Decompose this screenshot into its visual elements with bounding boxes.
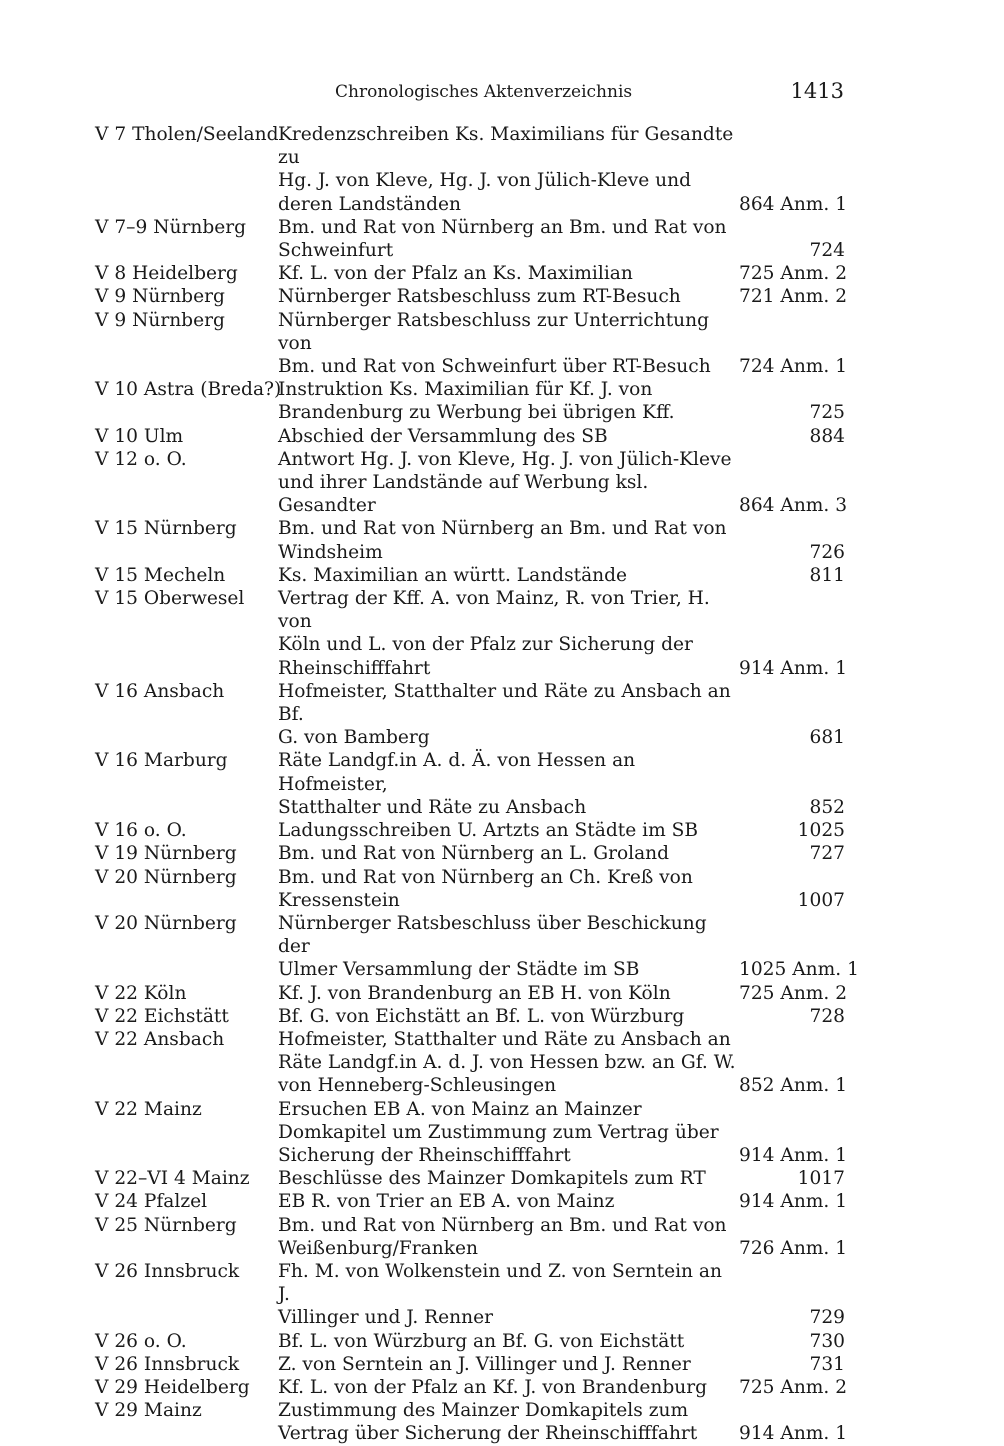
list-item [95,680,845,750]
entry-reference: 914 Anm. 1 [739,1191,848,1213]
entry-description: Z. von Serntein an J. Villinger und J. Renner [278,1353,691,1375]
entry-date: V 29 Heidelberg [95,1376,250,1398]
list-item [95,425,845,448]
entry-date: V 16 Marburg [95,750,228,772]
list-item [95,1005,845,1028]
entry-reference: 914 Anm. 1 [739,1144,848,1166]
entry-reference: 726 [809,541,845,563]
list-item [95,982,848,1005]
entry-reference: 852 [809,796,845,818]
entry-reference: 864 Anm. 1 [739,193,848,215]
entry-date: V 22 Ansbach [95,1028,225,1050]
entry-description: EB R. von Trier an EB A. von Mainz [278,1191,615,1213]
entry-reference: 729 [809,1307,845,1329]
entry-date: V 16 Ansbach [95,680,225,702]
entry-description: Hofmeister, Statthalter und Räte zu Ansbach an Räte Landgf.in A. d. J. von Hessen bzw. an Gf. W. von Henneberg-Schleusingen [278,1028,736,1097]
entry-date: V 8 Heidelberg [95,263,238,285]
list-item [95,1028,848,1098]
entry-reference: 725 Anm. 2 [739,263,848,285]
list-item [95,309,848,379]
entry-description: Ks. Maximilian an württ. Landstände [278,564,628,586]
entry-description: Ersuchen EB A. von Mainz an Mainzer Domkapitel um Zustimmung zum Vertrag über Sicherung der Rheinschifffahrt [278,1098,719,1166]
entry-date: V 20 Nürnberg [95,866,237,888]
list-item [95,1353,845,1376]
entry-description: Fh. M. von Wolkenstein und Z. von Serntein an J. Villinger und J. Renner [278,1260,722,1329]
entry-description: Abschied der Versammlung des SB [278,425,608,447]
entry-reference: 724 [809,240,845,262]
entry-date: V 15 Oberwesel [95,588,245,610]
entry-description: Zustimmung des Mainzer Domkapitels zum Vertrag über Sicherung der Rheinschifffahrt [278,1400,698,1445]
entry-reference: 914 Anm. 1 [739,657,848,679]
list-item [95,285,848,308]
entry-date: V 7 Tholen/Seeland [95,124,279,145]
list-item [95,216,845,262]
entry-reference: 914 Anm. 1 [739,1423,848,1445]
entry-reference: 724 Anm. 1 [739,356,848,378]
entry-date: V 9 Nürnberg [95,286,225,308]
entry-date: V 20 Nürnberg [95,912,237,934]
list-item [95,378,845,424]
entry-reference: 725 [809,402,845,424]
list-item [95,1190,848,1213]
entry-description: Vertrag der Kff. A. von Mainz, R. von Trier, H. von Köln und L. von der Pfalz zur Sicherung der Rheinschifffahrt [278,588,710,679]
entry-reference: 726 Anm. 1 [739,1237,848,1259]
entry-description: Kf. L. von der Pfalz an Kf. J. von Brandenburg [278,1376,707,1398]
entry-description: Nürnberger Ratsbeschluss über Beschickung der Ulmer Versammlung der Städte im SB [278,912,707,981]
entry-description: Räte Landgf.in A. d. Ä. von Hessen an Hofmeister, Statthalter und Räte zu Ansbach [278,750,636,818]
entry-date: V 10 Ulm [95,425,184,447]
entry-description: Kf. J. von Brandenburg an EB H. von Köln [278,982,671,1004]
entry-reference: 811 [809,564,845,586]
list-item [95,587,848,680]
entry-date: V 9 Nürnberg [95,309,225,331]
list-item [95,123,848,216]
entry-date: V 22–VI 4 Mainz [95,1168,250,1190]
entry-date: V 12 o. O. [95,448,187,470]
page-number: 1413 [790,79,844,103]
entry-description: Bm. und Rat von Nürnberg an Ch. Kreß von Kressenstein [278,866,693,911]
entry-reference: 1025 [797,820,845,842]
list-item [95,866,845,912]
entry-description: Bm. und Rat von Nürnberg an Bm. und Rat von Schweinfurt [278,216,727,262]
entry-reference: 864 Anm. 3 [739,495,848,517]
entry-date: V 22 Eichstätt [95,1005,229,1027]
entry-date: V 10 Astra (Breda?) [95,379,282,401]
entry-date: V 25 Nürnberg [95,1214,237,1236]
entry-date: V 15 Nürnberg [95,518,237,540]
list-item [95,1260,845,1330]
entry-date: V 24 Pfalzel [95,1191,208,1213]
entry-reference: 730 [809,1330,845,1352]
list-item [95,262,848,285]
entry-description: Bf. G. von Eichstätt an Bf. L. von Würzburg [278,1005,685,1027]
entry-description: Antwort Hg. J. von Kleve, Hg. J. von Jülich-Kleve und ihrer Landstände auf Werbung ksl. Gesandter [278,448,732,517]
entry-date: V 19 Nürnberg [95,843,237,865]
list-item [95,1214,848,1260]
entry-date: V 7–9 Nürnberg [95,216,247,238]
running-title: Chronologisches Aktenverzeichnis [335,82,633,102]
list-item [95,1330,845,1353]
entry-reference: 731 [809,1353,845,1375]
list-item [95,912,859,982]
entry-date: V 26 o. O. [95,1330,187,1352]
entry-reference: 721 Anm. 2 [739,286,848,308]
entry-description: Instruktion Ks. Maximilian für Kf. J. von Brandenburg zu Werbung bei übrigen Kff. [278,379,675,424]
list-item [95,819,845,842]
list-item [95,1376,848,1399]
entry-description: Ladungsschreiben U. Artzts an Städte im SB [278,820,699,842]
entry-description: Kf. L. von der Pfalz an Ks. Maximilian [278,263,633,285]
list-item [95,1167,845,1190]
entry-reference: 1007 [797,889,845,911]
entry-date: V 22 Köln [95,982,187,1004]
entry-reference: 728 [809,1005,845,1027]
entry-description: Kredenzschreiben Ks. Maximilians für Gesandte zu Hg. J. von Kleve, Hg. J. von Jülich-Kleve und deren Landständen [278,124,734,215]
entry-date: V 15 Mecheln [95,564,226,586]
entry-description: Bf. L. von Würzburg an Bf. G. von Eichstätt [278,1330,685,1352]
entry-reference: 725 Anm. 2 [739,1376,848,1398]
entry-reference: 1017 [797,1168,845,1190]
entry-description: Nürnberger Ratsbeschluss zur Unterrichtung von Bm. und Rat von Schweinfurt über RT-Besuch [278,309,711,378]
chronological-entry-list [95,123,859,1446]
entry-reference: 1025 Anm. 1 [739,959,859,981]
entry-date: V 29 Mainz [95,1400,202,1422]
list-item [95,749,845,819]
entry-description: Bm. und Rat von Nürnberg an L. Groland [278,843,670,865]
entry-reference: 852 Anm. 1 [739,1075,848,1097]
entry-description: Hofmeister, Statthalter und Räte zu Ansbach an Bf. G. von Bamberg [278,680,731,749]
entry-description: Beschlüsse des Mainzer Domkapitels zum RT [278,1168,706,1190]
entry-date: V 26 Innsbruck [95,1260,240,1282]
list-item [95,1098,848,1168]
list-item [95,564,845,587]
list-item [95,517,845,563]
entry-date: V 16 o. O. [95,820,187,842]
entry-description: Bm. und Rat von Nürnberg an Bm. und Rat von Windsheim [278,518,727,563]
entry-reference: 681 [809,727,845,749]
entry-date: V 26 Innsbruck [95,1353,240,1375]
entry-description: Bm. und Rat von Nürnberg an Bm. und Rat von Weißenburg/Franken [278,1214,727,1259]
entry-date: V 22 Mainz [95,1098,202,1120]
entry-description: Nürnberger Ratsbeschluss zum RT-Besuch [278,286,681,308]
list-item [95,842,845,865]
list-item [95,1399,848,1445]
entry-reference: 727 [809,843,845,865]
entry-reference: 725 Anm. 2 [739,982,848,1004]
list-item [95,448,848,518]
entry-reference: 884 [809,425,845,447]
